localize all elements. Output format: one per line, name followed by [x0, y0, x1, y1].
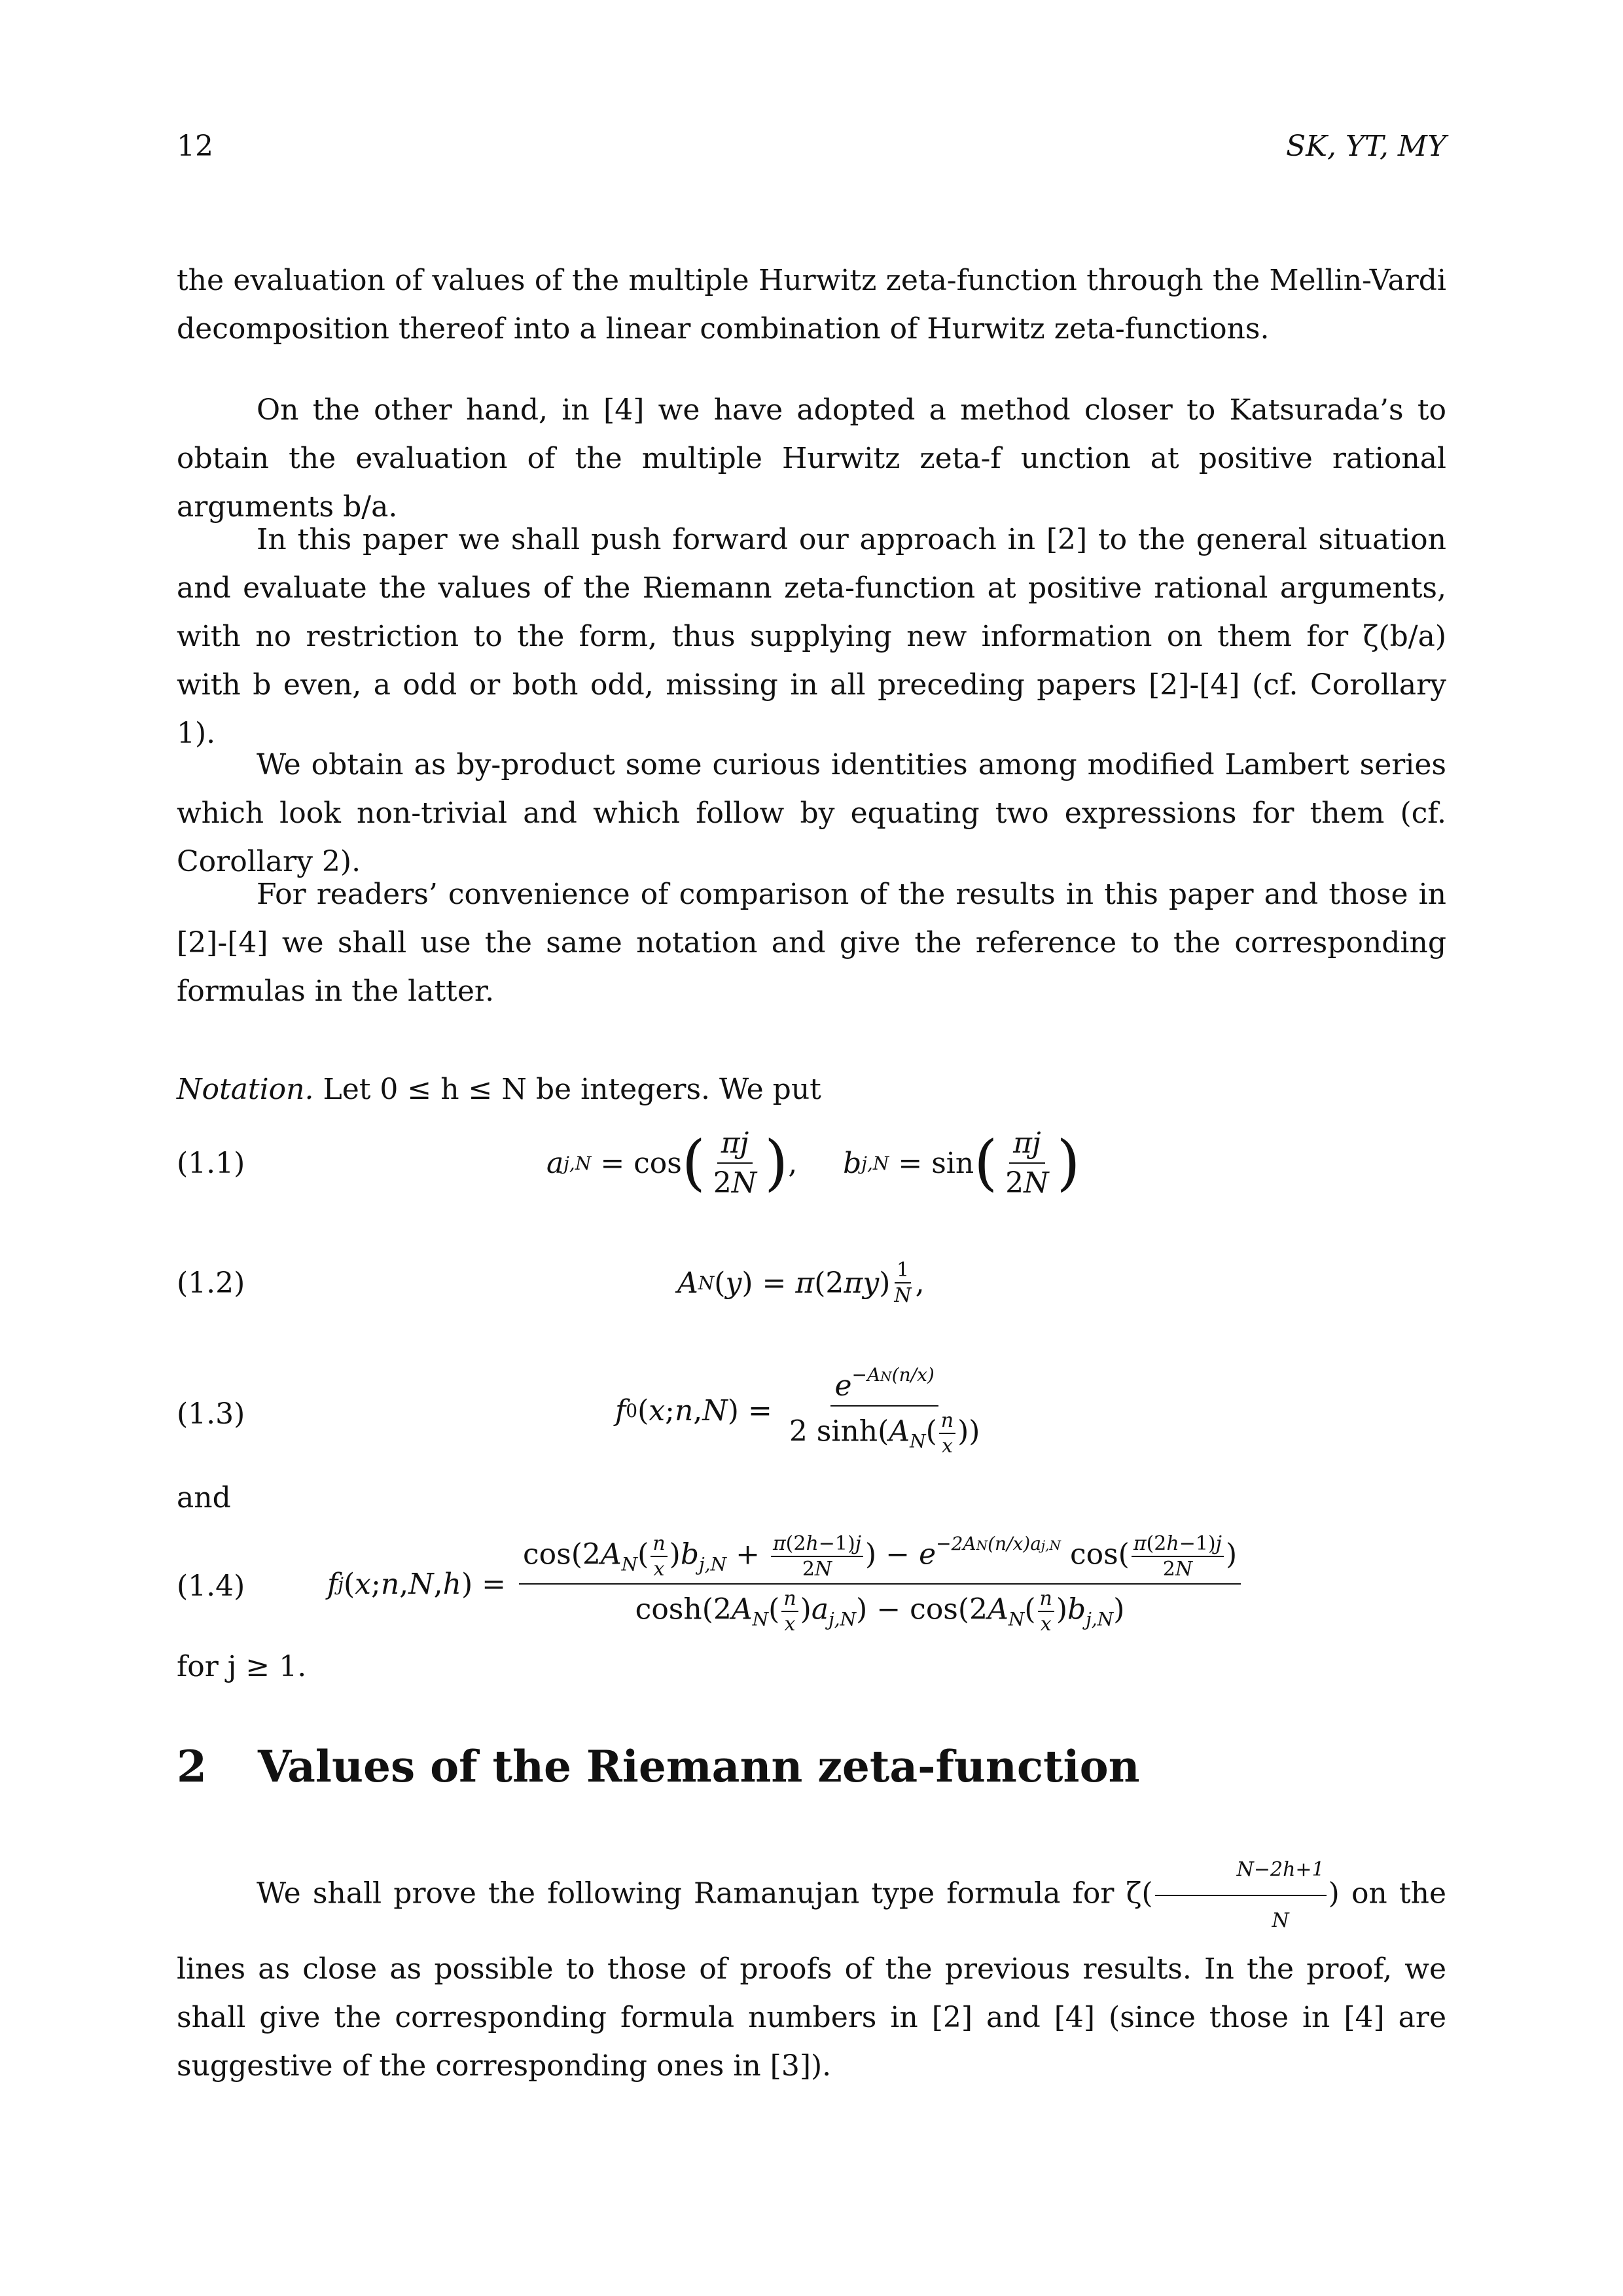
- paragraph-4: We obtain as by-product some curious identities among modified Lambert series which look non-trivial and which follow by equating two expressions for them (cf. Corollary 2).: [177, 748, 1446, 878]
- equation-1-2: A N ( y ) = π (2 πy ) $\frac{1}{N}$ ,: [677, 1259, 925, 1307]
- paragraph-3: In this paper we shall push forward our approach in [2] to the general situation and evaluate the values of the Riemann zeta-function at positive rational arguments, with no restriction to the form, thus supplying new information on them for ζ(b/a) with b even, a odd or both odd, missing in all preceding papers [2]-[4] (cf. Corollary 1).: [177, 523, 1446, 750]
- equation-label-1-4: (1.4): [177, 1570, 245, 1603]
- running-head-authors: SK, YT, MY: [1286, 130, 1446, 163]
- zeta-frac-denominator: N: [1272, 1909, 1289, 1932]
- equation-label-1-2: (1.2): [177, 1266, 245, 1300]
- equation-label-1-1: (1.1): [177, 1147, 245, 1180]
- equation-1-4: f j ( x ; n , N , h ) = $\cos(2A_N$( $\frac{n}{x}$ )$b_{j,N}$ + $\frac{\pi(2h-1)j}{2N}$ ) − $e^{-2AN(n/x)aj,N}$ cos( $\frac{\pi(2h-1)j}{2N}$ ) $\cosh(2A_N$( $\frac{n}{x}$ )$a_{j,N}) - \cos(2A_N$( $\frac{n}{x}$ )$b_{j,N}$): [327, 1535, 1245, 1633]
- equation-1-3: f 0 ( x ; n , N ) = $e^{-AN(n/x)}$ 2 $\sinh(A_N$( $\frac{n}{x}$ )): [615, 1363, 980, 1458]
- notation-line: [177, 1066, 1446, 1114]
- equation-1-1: a j,N = cos ( $\frac{\pi j}{2N}$ ) , b j,N = sin ( $\frac{\pi j}{2N}$ ): [546, 1126, 1080, 1200]
- section-heading: [177, 1741, 1140, 1792]
- paragraph-2: On the other hand, in [4] we have adopted a method closer to Katsurada’s to obtain the evaluation of the multiple Hurwitz zeta-f unction at positive rational arguments b/a.: [177, 393, 1446, 524]
- for-j-line: for j ≥ 1.: [177, 1650, 307, 1683]
- connector-and: and: [177, 1481, 231, 1515]
- section-paragraph-after: ) on the lines as close as possible to those of proofs of the previous results. In the proof, we shall give the corresponding formula numbers in [2] and [4] (since those in [4] are suggestive of the corresponding ones in [3]).: [177, 1876, 1446, 2083]
- section-number: 2: [177, 1741, 207, 1792]
- page-number: 12: [177, 130, 213, 163]
- section-paragraph-before: We shall prove the following Ramanujan type formula for ζ(: [257, 1876, 1153, 1910]
- notation-text: Let 0 ≤ h ≤ N be integers. We put: [313, 1073, 821, 1106]
- equation-label-1-3: (1.3): [177, 1397, 245, 1431]
- paragraph-5: For readers’ convenience of comparison of the results in this paper and those in [2]-[4] we shall use the same notation and give the reference to the corresponding formulas in the latter.: [177, 878, 1446, 1008]
- zeta-frac-numerator: N−2h+1: [1155, 1846, 1327, 1896]
- paragraph-1: the evaluation of values of the multiple Hurwitz zeta-function through the Mellin-Vardi decomposition thereof into a linear combination of Hurwitz zeta-functions.: [177, 264, 1446, 346]
- section-paragraph: [177, 1846, 1446, 2090]
- notation-label: Notation.: [177, 1073, 314, 1106]
- section-title: Values of the Riemann zeta-function: [258, 1741, 1140, 1792]
